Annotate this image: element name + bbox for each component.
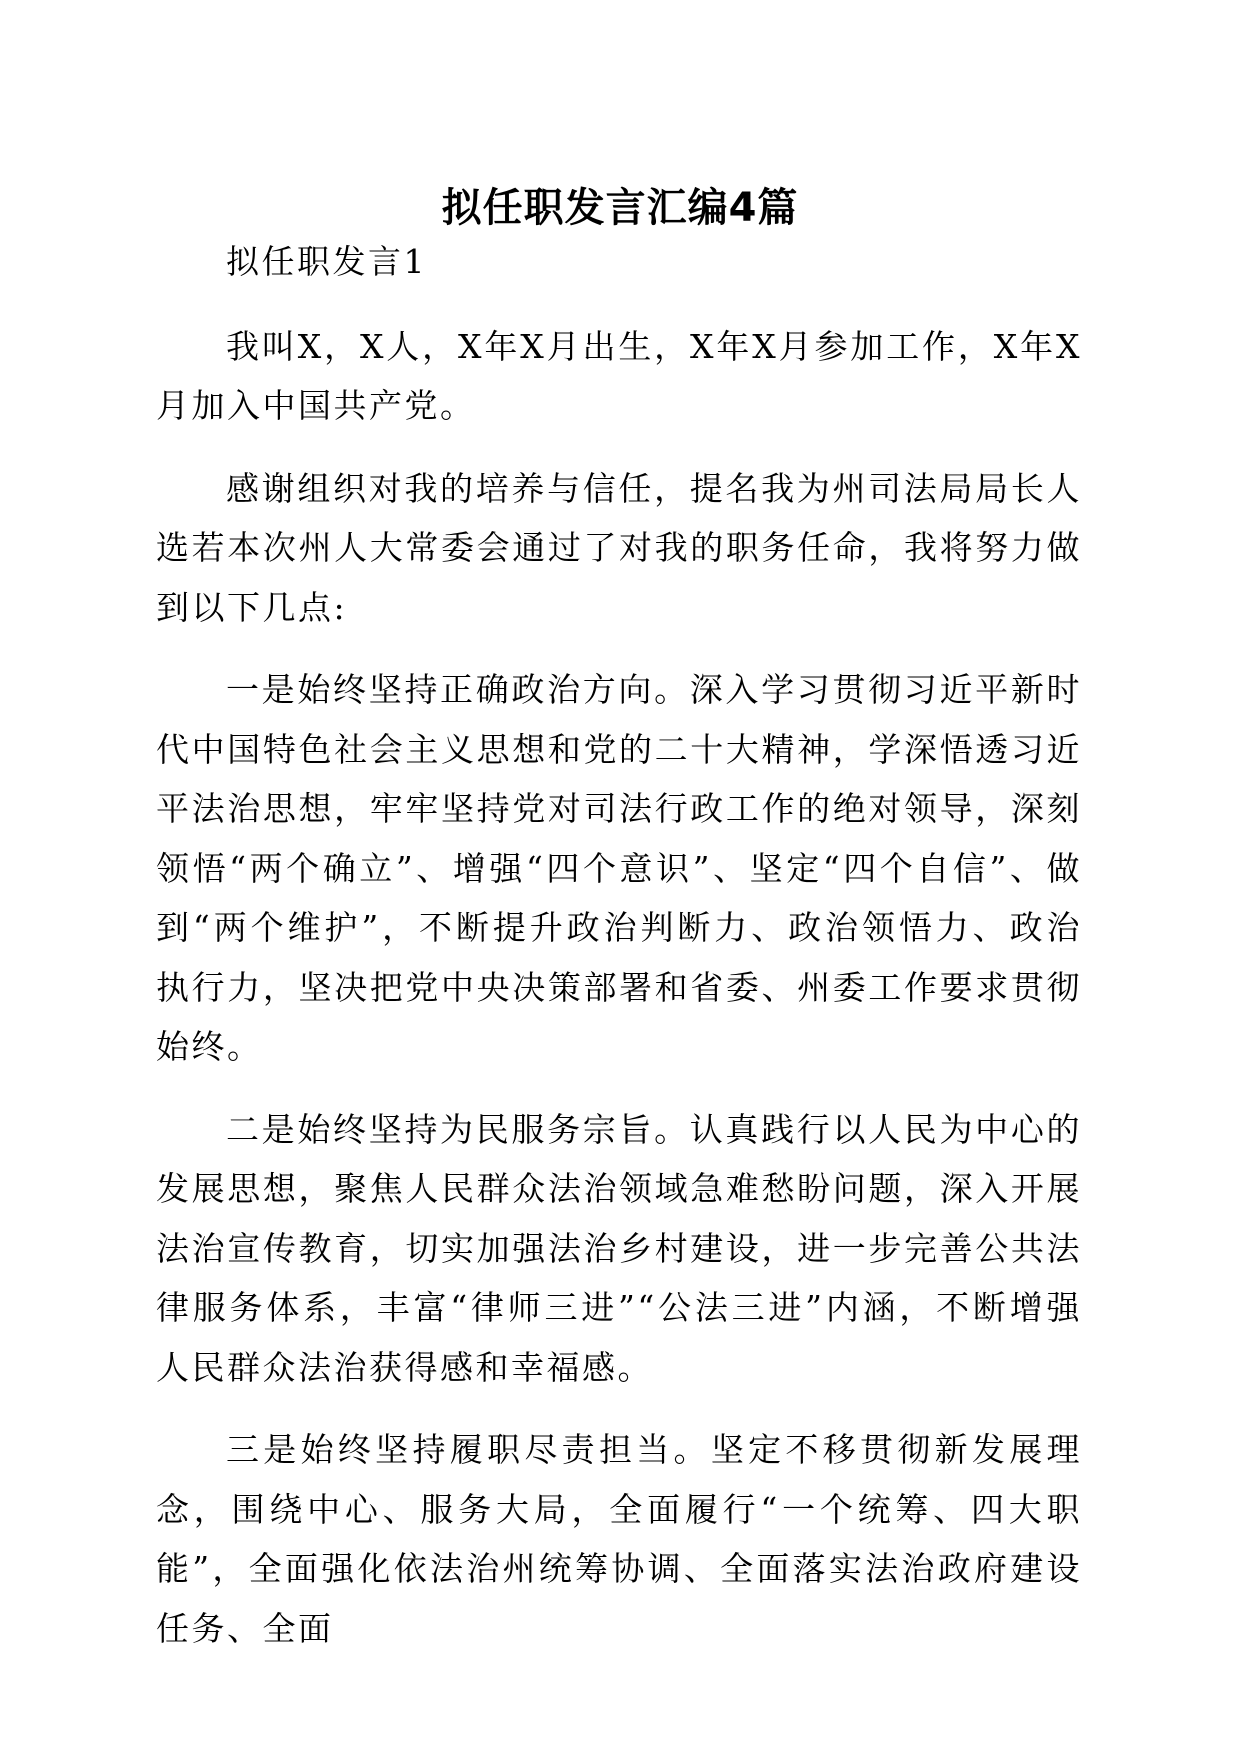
paragraph-point-one: 一是始终坚持正确政治方向。深入学习贯彻习近平新时代中国特色社会主义思想和党的二十大精神，学深悟透习近平法治思想，牢牢坚持党对司法行政工作的绝对领导，深刻领悟“两个确立”、增强“四个意识”、坚定“四个自信”、做到“两个维护”，不断提升政治判断力、政治领悟力、政治执行力，坚决把党中央决策部署和省委、州委工作要求贯彻始终。 bbox=[156, 670, 1082, 1066]
paragraph-intro: 我叫X，X人，X年X月出生，X年X月参加工作，X年X月加入中国共产党。 bbox=[156, 326, 1082, 425]
section-heading: 拟任职发言1 bbox=[226, 242, 427, 281]
paragraph-point-two: 二是始终坚持为民服务宗旨。认真践行以人民为中心的发展思想，聚焦人民群众法治领域急难愁盼问题，深入开展法治宣传教育，切实加强法治乡村建设，进一步完善公共法律服务体系，丰富“律师三进”“公法三进”内涵，不断增强人民群众法治获得感和幸福感。 bbox=[156, 1109, 1082, 1387]
paragraph-point-three: 三是始终坚持履职尽责担当。坚定不移贯彻新发展理念，围绕中心、服务大局，全面履行“一个统筹、四大职能”，全面强化依法治州统筹协调、全面落实法治政府建设任务、全面 bbox=[156, 1430, 1082, 1648]
paragraph-thanks: 感谢组织对我的培养与信任，提名我为州司法局局长人选若本次州人大常委会通过了对我的职务任命，我将努力做到以下几点: bbox=[156, 468, 1082, 627]
document-body bbox=[156, 232, 1082, 1681]
document-title: 拟任职发言汇编4篇 bbox=[441, 185, 799, 231]
